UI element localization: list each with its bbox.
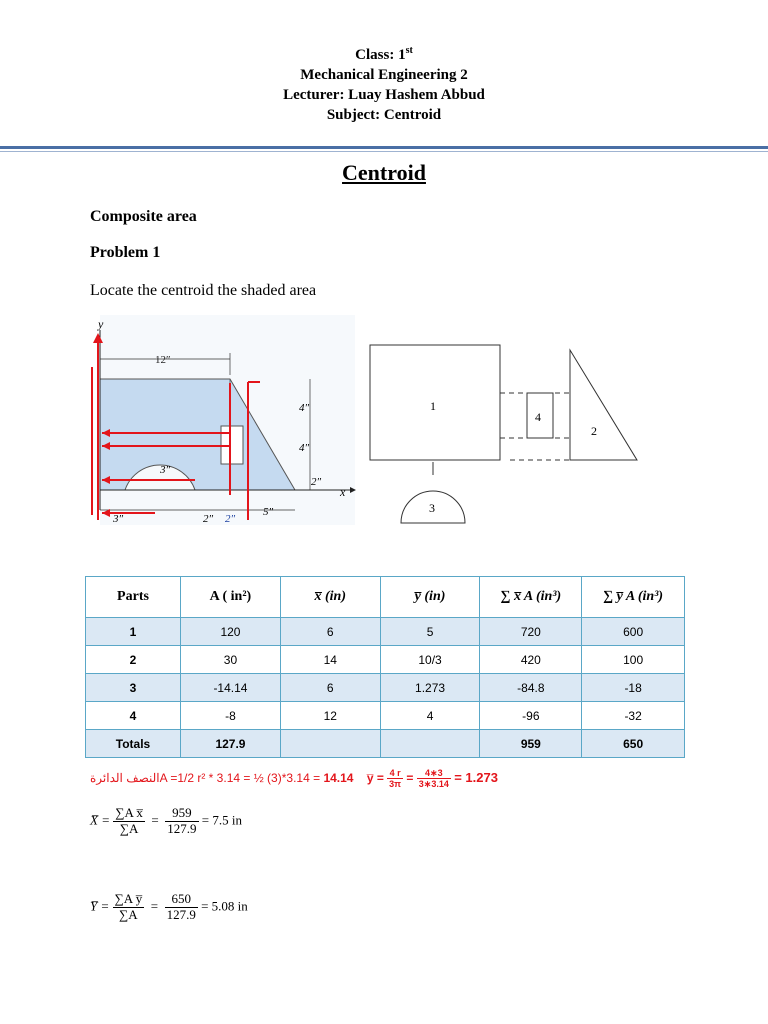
y-axis-label: y (98, 317, 104, 331)
header-rule (0, 146, 768, 149)
note-ybar-lhs: y̅ = (366, 771, 388, 786)
cell: 120 (181, 618, 281, 646)
xbar-result: = 7.5 in (201, 812, 242, 828)
ybar-lhs: Y̅ = (90, 898, 110, 914)
cell: 30 (181, 646, 281, 674)
dim-label-4b: 4″ (299, 442, 310, 454)
dim-label-2: 2″ (311, 476, 322, 488)
ybar-fraction-1 (113, 892, 145, 923)
ybar-num1: ∑A y̅ (114, 891, 143, 906)
ybar-equation: Y̅ = $\frac{\text{∑A y̅}}{\sum A}$ = $\frac{650}{127.9}$ = 5.08 in (90, 891, 248, 922)
note-fraction-2 (417, 768, 451, 790)
part-2-label: 2 (591, 424, 597, 438)
cell: 600 (582, 618, 685, 646)
subject-line: Subject: Centroid (326, 107, 442, 123)
problem-heading: Problem 1 (90, 244, 161, 261)
cell: 5 (380, 618, 480, 646)
dim-label-2a: 2″ (203, 513, 214, 525)
x-axis-label: x (340, 485, 346, 499)
cell: 959 (480, 730, 582, 758)
class-text: Class: 1 (355, 47, 406, 63)
ybar-num2: 650 (165, 892, 198, 908)
cell: 100 (582, 646, 685, 674)
cell: 720 (480, 618, 582, 646)
xbar-lhs: X̅ = (90, 812, 110, 828)
xbar-den1: ∑A (119, 820, 139, 836)
left-figure (85, 315, 360, 530)
table-header-row (86, 577, 685, 618)
table-totals-row (86, 730, 685, 758)
cell: 4 (86, 702, 181, 730)
class-line (0, 45, 768, 64)
course-line: Mechanical Engineering 2 (300, 67, 468, 83)
dim-label-4a: 4″ (299, 402, 310, 414)
header-xbar: x̅ (in) (280, 577, 380, 618)
cell: -32 (582, 702, 685, 730)
table-row (86, 702, 685, 730)
cell: 12 (280, 702, 380, 730)
cell (380, 730, 480, 758)
table-row (86, 674, 685, 702)
note-f2-den: 3∗3.14 (418, 779, 449, 790)
centroid-table (85, 576, 685, 758)
table-row (86, 618, 685, 646)
cell: 2 (86, 646, 181, 674)
header-area: A ( in²) (181, 577, 281, 618)
cell (280, 730, 380, 758)
xbar-fraction-1 (113, 806, 145, 837)
class-superscript: st (405, 45, 413, 56)
part-4-label: 4 (535, 410, 541, 424)
xbar-equation: X̅ = $\frac{\text{∑A x̅}}{\sum A}$ = $\frac{959}{127.9}$ = 7.5 in (90, 805, 242, 836)
cell: 650 (582, 730, 685, 758)
xbar-num2: 959 (165, 806, 198, 822)
cell: 1 (86, 618, 181, 646)
note-f1-den: 3π (389, 779, 402, 790)
note-area-value: 14.14 (323, 771, 354, 786)
part-1-label: 1 (430, 399, 436, 413)
cell: 127.9 (181, 730, 281, 758)
header-rule-thin (0, 151, 768, 152)
lecturer-line: Lecturer: Luay Hashem Abbud (283, 87, 485, 103)
cell: 6 (280, 674, 380, 702)
note-fraction-1 (387, 768, 403, 790)
header-sum-xa: ∑ x̅ A (in³) (480, 577, 582, 618)
ybar-den1: ∑A (119, 906, 138, 922)
cell: 1.273 (380, 674, 480, 702)
ybar-result: = 5.08 in (201, 898, 248, 914)
right-figure (365, 335, 650, 530)
xbar-fraction-2 (165, 806, 198, 837)
cell: 10/3 (380, 646, 480, 674)
header-parts: Parts (86, 577, 181, 618)
cell: 4 (380, 702, 480, 730)
instruction-text: Locate the centroid the shaded area (90, 282, 317, 299)
cell: -96 (480, 702, 582, 730)
part-2-triangle (570, 350, 637, 460)
semicircle-note: النصف الدائرةA =1/2 r² * 3.14 = ½ (3)*3.14 = 14.14 y̅ = $\frac{4 r}{3\pi}$ = $\frac{4∗3}{3∗3.14}$ = 1.273 (90, 768, 498, 790)
section-heading: Composite area (90, 208, 197, 225)
dim-label-12: 12″ (155, 354, 171, 366)
xbar-den2: 127.9 (167, 820, 197, 836)
ybar-den2: 127.9 (166, 906, 196, 922)
cell: -18 (582, 674, 685, 702)
cell: 14 (280, 646, 380, 674)
cell: -84.8 (480, 674, 582, 702)
table-row (86, 646, 685, 674)
note-f2-num: 4∗3 (417, 768, 451, 779)
cell: 6 (280, 618, 380, 646)
header-ybar: y̅ (in) (380, 577, 480, 618)
dim-label-radius: 3″ (160, 464, 171, 476)
note-f1-num: 4 r (387, 768, 403, 779)
header-sum-ya: ∑ y̅ A (in³) (582, 577, 685, 618)
dim-label-3-bottom: 3″ (113, 513, 124, 525)
cell: -8 (181, 702, 281, 730)
dim-label-5: 5″ (263, 506, 274, 518)
note-arabic: النصف الدائرة (90, 771, 160, 786)
cell: -14.14 (181, 674, 281, 702)
page-title: Centroid (342, 160, 426, 185)
cell: 3 (86, 674, 181, 702)
cell: 420 (480, 646, 582, 674)
xbar-num1: ∑A x̅ (115, 805, 143, 820)
cell: Totals (86, 730, 181, 758)
note-area-formula: A =1/2 r² * 3.14 = ½ (3)*3.14 = (159, 771, 324, 786)
ybar-fraction-2 (165, 892, 198, 923)
part-3-label: 3 (429, 501, 435, 515)
note-ybar-value: = 1.273 (454, 770, 498, 786)
dim-label-2b: 2″ (225, 513, 236, 525)
